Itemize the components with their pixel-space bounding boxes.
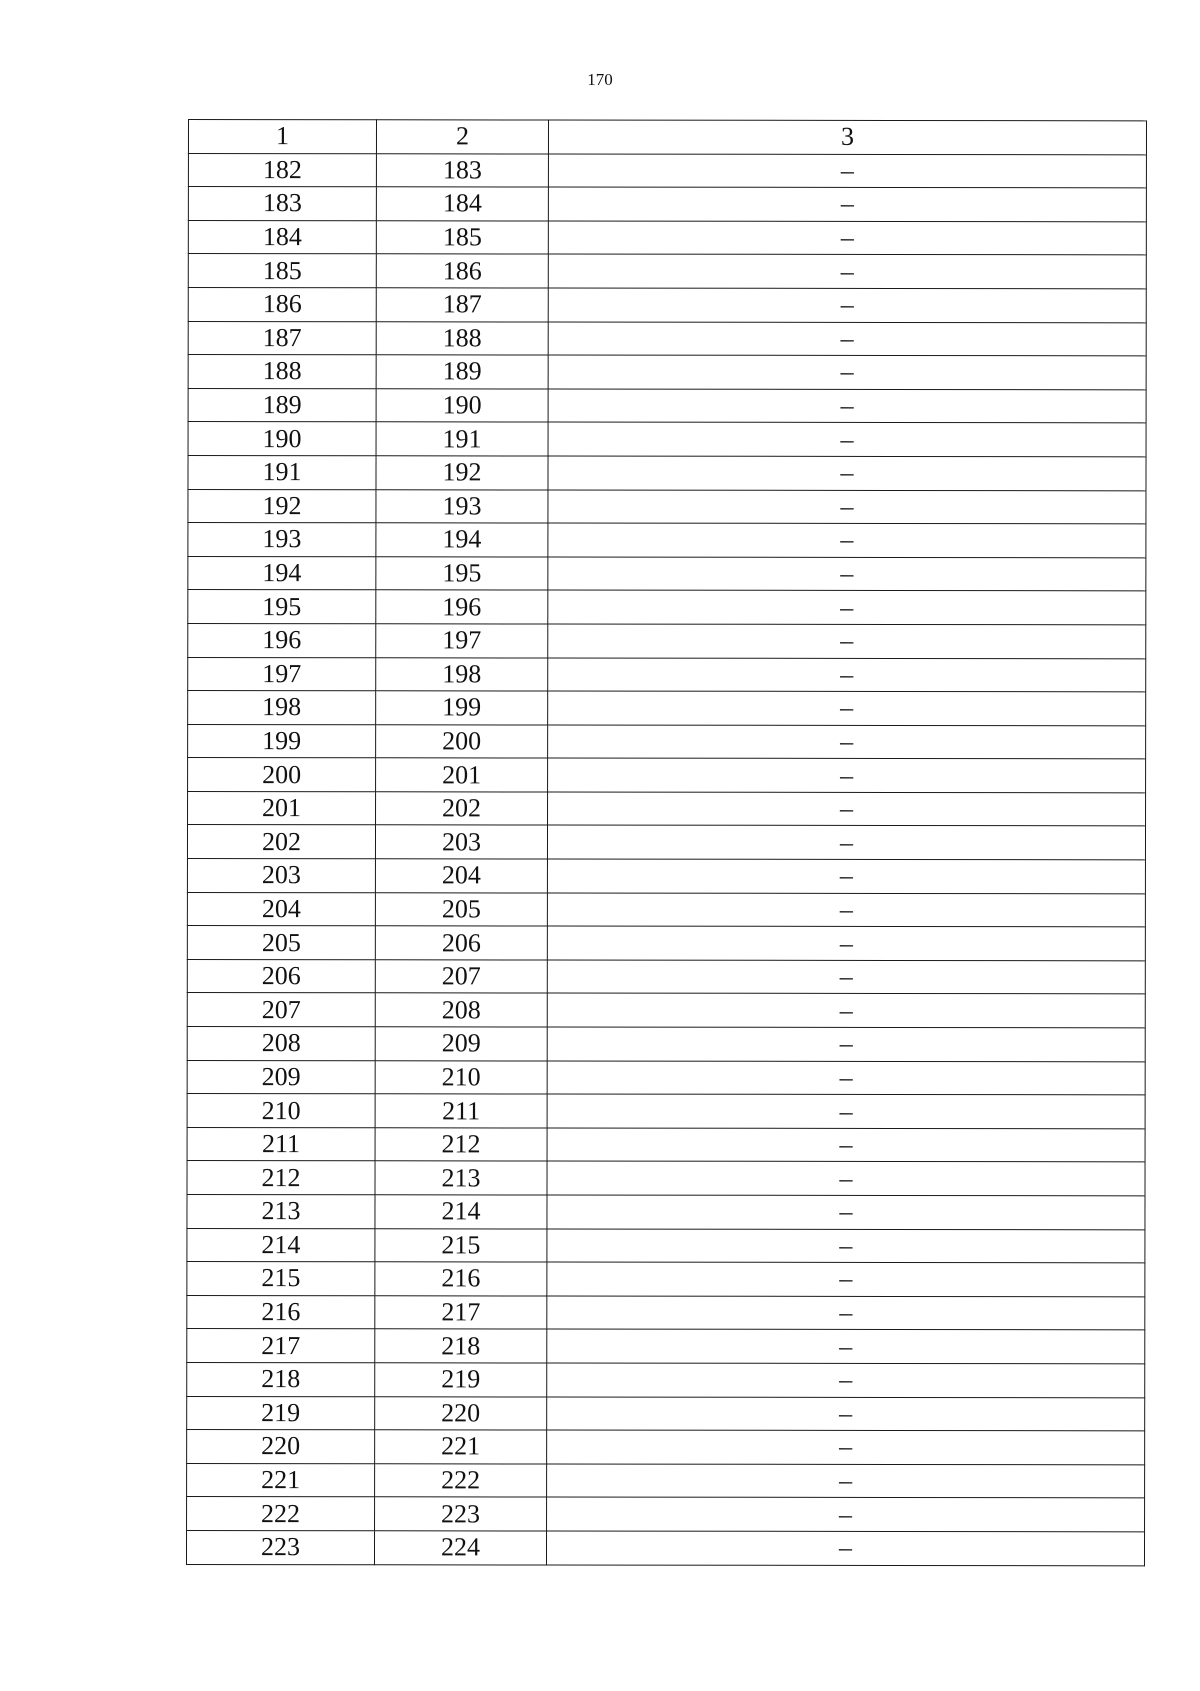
table-cell-col-3: – <box>548 254 1146 288</box>
table-cell-col-2: 202 <box>376 792 548 826</box>
table-cell-col-3: – <box>548 691 1146 725</box>
table-row <box>188 153 1146 188</box>
table-row <box>188 623 1146 658</box>
table-cell-col-3: – <box>548 389 1146 423</box>
table-cell-col-2: 224 <box>374 1531 546 1565</box>
table-row <box>188 220 1146 255</box>
table-row <box>188 187 1146 222</box>
table-row <box>187 1430 1145 1465</box>
table-row <box>188 523 1146 558</box>
table-cell-col-1: 206 <box>187 959 375 993</box>
table-cell-col-3: – <box>547 825 1145 859</box>
table-cell-col-2: 220 <box>375 1396 547 1430</box>
table-cell-col-3: – <box>548 355 1146 389</box>
table-cell-col-3: – <box>548 456 1146 490</box>
table-cell-col-3: – <box>548 792 1146 826</box>
table-cell-col-1: 182 <box>188 153 376 187</box>
table-row <box>188 388 1146 423</box>
table-cell-col-3: – <box>546 1531 1144 1565</box>
table-cell-col-2: 216 <box>375 1262 547 1296</box>
table-row <box>188 321 1146 356</box>
table-cell-col-2: 211 <box>375 1094 547 1128</box>
table-cell-col-2: 194 <box>376 523 548 557</box>
table-cell-col-1: 214 <box>187 1228 375 1262</box>
table-cell-col-2: 196 <box>376 590 548 624</box>
table-row <box>187 1497 1145 1532</box>
table-row <box>188 455 1146 490</box>
table-row <box>187 1362 1145 1397</box>
column-header-3: 3 <box>548 120 1146 154</box>
table-row <box>188 657 1146 692</box>
table-cell-col-3: – <box>547 1363 1145 1397</box>
table-row <box>188 355 1146 390</box>
table-cell-col-1: 199 <box>188 724 376 758</box>
table-cell-col-2: 219 <box>375 1363 547 1397</box>
table-cell-col-3: – <box>547 1296 1145 1330</box>
table-cell-col-3: – <box>547 1430 1145 1464</box>
table-cell-col-3: – <box>547 926 1145 960</box>
table-cell-col-2: 212 <box>375 1128 547 1162</box>
table-row <box>188 791 1146 826</box>
table-cell-col-3: – <box>547 1027 1145 1061</box>
table-cell-col-1: 209 <box>187 1060 375 1094</box>
table-row <box>188 724 1146 759</box>
table-row <box>187 926 1145 961</box>
table-row <box>187 1027 1145 1062</box>
table-cell-col-1: 197 <box>188 657 376 691</box>
table-row <box>188 758 1146 793</box>
table-cell-col-2: 187 <box>376 288 548 322</box>
table-cell-col-3: – <box>547 1061 1145 1095</box>
table-cell-col-2: 197 <box>376 624 548 658</box>
table-row <box>187 1094 1145 1129</box>
table-cell-col-3: – <box>547 1329 1145 1363</box>
table-row <box>187 825 1145 860</box>
table-cell-col-3: – <box>547 1195 1145 1229</box>
table-cell-col-1: 184 <box>188 220 376 254</box>
table-cell-col-3: – <box>548 523 1146 557</box>
table-cell-col-3: – <box>547 993 1145 1027</box>
table-cell-col-2: 184 <box>376 187 548 221</box>
table-cell-col-3: – <box>548 154 1146 188</box>
table-cell-col-3: – <box>548 557 1146 591</box>
table-cell-col-1: 194 <box>188 556 376 590</box>
data-table <box>186 119 1147 1566</box>
table-cell-col-3: – <box>547 1128 1145 1162</box>
table-cell-col-2: 190 <box>376 389 548 423</box>
table-cell-col-2: 198 <box>376 657 548 691</box>
table-cell-col-3: – <box>548 590 1146 624</box>
table-cell-col-1: 215 <box>187 1262 375 1296</box>
table-cell-col-2: 218 <box>375 1329 547 1363</box>
table-cell-col-3: – <box>548 624 1146 658</box>
table-cell-col-1: 188 <box>188 355 376 389</box>
table-cell-col-3: – <box>547 1397 1145 1431</box>
table-cell-col-1: 204 <box>187 892 375 926</box>
table-cell-col-1: 186 <box>188 287 376 321</box>
header-row <box>188 120 1146 155</box>
table-cell-col-3: – <box>548 288 1146 322</box>
table-cell-col-1: 207 <box>187 993 375 1027</box>
column-header-1: 1 <box>188 120 376 154</box>
table-cell-col-1: 200 <box>188 758 376 792</box>
table-cell-col-2: 208 <box>375 993 547 1027</box>
table-cell-col-3: – <box>548 725 1146 759</box>
table-cell-col-1: 195 <box>188 590 376 624</box>
table-cell-col-1: 212 <box>187 1161 375 1195</box>
table-cell-col-2: 209 <box>375 1027 547 1061</box>
table-cell-col-1: 211 <box>187 1127 375 1161</box>
table-row <box>188 287 1146 322</box>
table-row <box>187 1228 1145 1263</box>
table-row <box>187 1295 1145 1330</box>
table-cell-col-1: 218 <box>187 1362 375 1396</box>
table-row <box>187 959 1145 994</box>
table-cell-col-2: 210 <box>375 1060 547 1094</box>
table-cell-col-1: 210 <box>187 1094 375 1128</box>
table-cell-col-2: 207 <box>375 960 547 994</box>
table-row <box>187 1161 1145 1196</box>
table-cell-col-3: – <box>547 1262 1145 1296</box>
table-cell-col-3: – <box>547 1497 1145 1531</box>
table-cell-col-2: 185 <box>376 221 548 255</box>
table-row <box>187 1329 1145 1364</box>
table-cell-col-2: 214 <box>375 1195 547 1229</box>
table-cell-col-3: – <box>548 490 1146 524</box>
table-row <box>188 590 1146 625</box>
table-row <box>187 1463 1145 1498</box>
table-cell-col-1: 221 <box>187 1463 375 1497</box>
table-cell-col-2: 193 <box>376 489 548 523</box>
table-cell-col-1: 191 <box>188 455 376 489</box>
table-cell-col-1: 216 <box>187 1295 375 1329</box>
table-cell-col-1: 217 <box>187 1329 375 1363</box>
table-cell-col-1: 189 <box>188 388 376 422</box>
table-row <box>187 1127 1145 1162</box>
table-cell-col-3: – <box>548 322 1146 356</box>
table-body <box>186 153 1146 1565</box>
table-cell-col-3: – <box>547 960 1145 994</box>
table-cell-col-2: 189 <box>376 355 548 389</box>
table-cell-col-1: 192 <box>188 489 376 523</box>
table-cell-col-1: 202 <box>187 825 375 859</box>
table-row <box>187 993 1145 1028</box>
table-cell-col-3: – <box>547 1464 1145 1498</box>
table-cell-col-2: 188 <box>376 321 548 355</box>
table-row <box>188 691 1146 726</box>
table-row <box>187 1194 1145 1229</box>
table-cell-col-2: 203 <box>375 825 547 859</box>
table-cell-col-2: 186 <box>376 254 548 288</box>
table-cell-col-2: 191 <box>376 422 548 456</box>
table-row <box>187 1060 1145 1095</box>
page-number: 170 <box>587 70 613 89</box>
table-cell-col-2: 195 <box>376 556 548 590</box>
table-cell-col-3: – <box>548 758 1146 792</box>
table-cell-col-1: 220 <box>187 1430 375 1464</box>
table-cell-col-1: 208 <box>187 1027 375 1061</box>
table-cell-col-2: 213 <box>375 1161 547 1195</box>
table-cell-col-3: – <box>547 893 1145 927</box>
table-row <box>187 892 1145 927</box>
table-cell-col-3: – <box>547 859 1145 893</box>
table-cell-col-3: – <box>547 1229 1145 1263</box>
table-row <box>187 1262 1145 1297</box>
table-row <box>188 556 1146 591</box>
table-cell-col-1: 205 <box>187 926 375 960</box>
table-cell-col-2: 200 <box>376 724 548 758</box>
table-cell-col-2: 204 <box>375 859 547 893</box>
table-cell-col-3: – <box>548 187 1146 221</box>
table-row <box>188 254 1146 289</box>
table-cell-col-1: 196 <box>188 623 376 657</box>
table-row <box>188 489 1146 524</box>
table-cell-col-3: – <box>548 658 1146 692</box>
table-cell-col-1: 201 <box>188 791 376 825</box>
table-cell-col-1: 222 <box>187 1497 375 1531</box>
table-cell-col-1: 187 <box>188 321 376 355</box>
table-cell-col-1: 213 <box>187 1194 375 1228</box>
table-cell-col-2: 221 <box>375 1430 547 1464</box>
table-cell-col-2: 206 <box>375 926 547 960</box>
table-header <box>188 120 1146 155</box>
table-cell-col-2: 192 <box>376 456 548 490</box>
table-cell-col-1: 193 <box>188 523 376 557</box>
table-cell-col-1: 223 <box>186 1530 374 1564</box>
table-cell-col-1: 198 <box>188 691 376 725</box>
table-cell-col-2: 205 <box>375 892 547 926</box>
table-cell-col-3: – <box>547 1094 1145 1128</box>
table-cell-col-2: 215 <box>375 1228 547 1262</box>
table-cell-col-3: – <box>547 1161 1145 1195</box>
table-cell-col-1: 203 <box>187 859 375 893</box>
table-cell-col-1: 219 <box>187 1396 375 1430</box>
table-cell-col-2: 223 <box>375 1497 547 1531</box>
table-cell-col-2: 217 <box>375 1296 547 1330</box>
table-row <box>188 422 1146 457</box>
table-row <box>186 1530 1144 1565</box>
table-cell-col-3: – <box>548 422 1146 456</box>
column-header-2: 2 <box>376 120 548 154</box>
table-cell-col-2: 183 <box>376 153 548 187</box>
table-cell-col-1: 190 <box>188 422 376 456</box>
table-cell-col-1: 183 <box>188 187 376 221</box>
table-row <box>187 859 1145 894</box>
table-cell-col-3: – <box>548 221 1146 255</box>
table-cell-col-2: 199 <box>376 691 548 725</box>
table-cell-col-1: 185 <box>188 254 376 288</box>
table-row <box>187 1396 1145 1431</box>
table-cell-col-2: 201 <box>376 758 548 792</box>
table-cell-col-2: 222 <box>375 1464 547 1498</box>
